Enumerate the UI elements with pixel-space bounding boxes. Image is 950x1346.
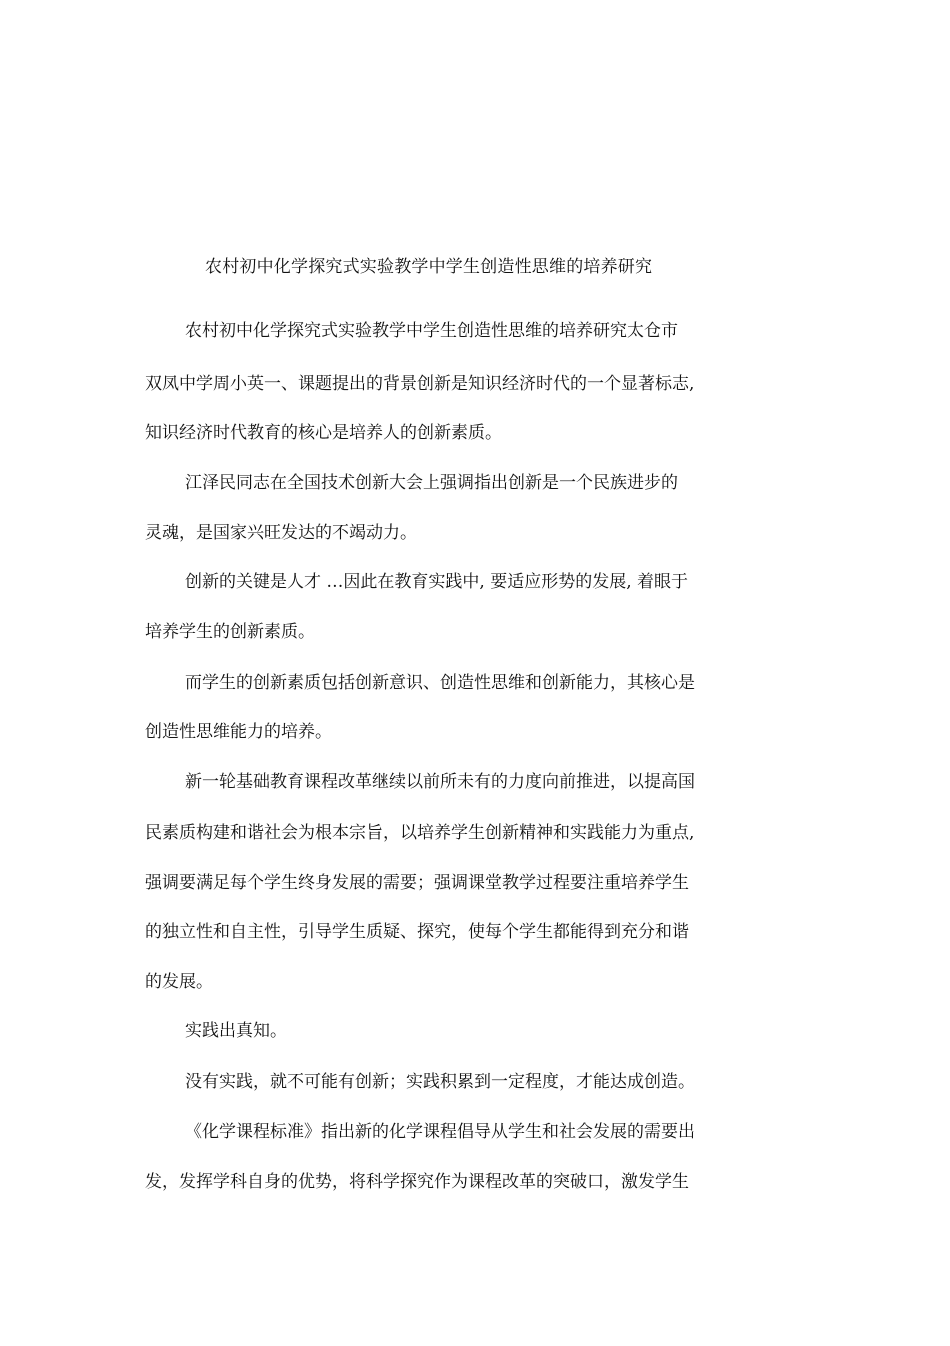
body-line: 培养学生的创新素质。 bbox=[145, 622, 315, 642]
body-line: 而学生的创新素质包括创新意识、创造性思维和创新能力，其核心是 bbox=[185, 673, 695, 693]
body-line: 双凤中学周小英一、课题提出的背景创新是知识经济时代的一个显著标志, bbox=[145, 374, 695, 394]
body-line: 灵魂，是国家兴旺发达的不竭动力。 bbox=[145, 523, 417, 543]
body-line: 民素质构建和谐社会为根本宗旨，以培养学生创新精神和实践能力为重点, bbox=[145, 823, 695, 843]
body-line: 农村初中化学探究式实验教学中学生创造性思维的培养研究太仓市 bbox=[185, 321, 678, 341]
body-line: 发，发挥学科自身的优势，将科学探究作为课程改革的突破口，激发学生 bbox=[145, 1172, 689, 1192]
body-line: 知识经济时代教育的核心是培养人的创新素质。 bbox=[145, 423, 502, 443]
body-line: 新一轮基础教育课程改革继续以前所未有的力度向前推进，以提高国 bbox=[185, 772, 695, 792]
body-line: 的发展。 bbox=[145, 972, 213, 992]
body-line: 强调要满足每个学生终身发展的需要；强调课堂教学过程要注重培养学生 bbox=[145, 873, 689, 893]
body-line: 的独立性和自主性，引导学生质疑、探究，使每个学生都能得到充分和谐 bbox=[145, 922, 689, 942]
body-line: 《化学课程标准》指出新的化学课程倡导从学生和社会发展的需要出 bbox=[185, 1122, 695, 1142]
document-title: 农村初中化学探究式实验教学中学生创造性思维的培养研究 bbox=[205, 257, 653, 277]
body-line: 创造性思维能力的培养。 bbox=[145, 722, 332, 742]
body-line: 实践出真知。 bbox=[185, 1021, 287, 1041]
body-line: 江泽民同志在全国技术创新大会上强调指出创新是一个民族进步的 bbox=[185, 473, 678, 493]
body-line: 创新的关键是人才 …因此在教育实践中, 要适应形势的发展, 着眼于 bbox=[185, 572, 689, 592]
body-line: 没有实践，就不可能有创新；实践积累到一定程度，才能达成创造。 bbox=[185, 1072, 695, 1092]
